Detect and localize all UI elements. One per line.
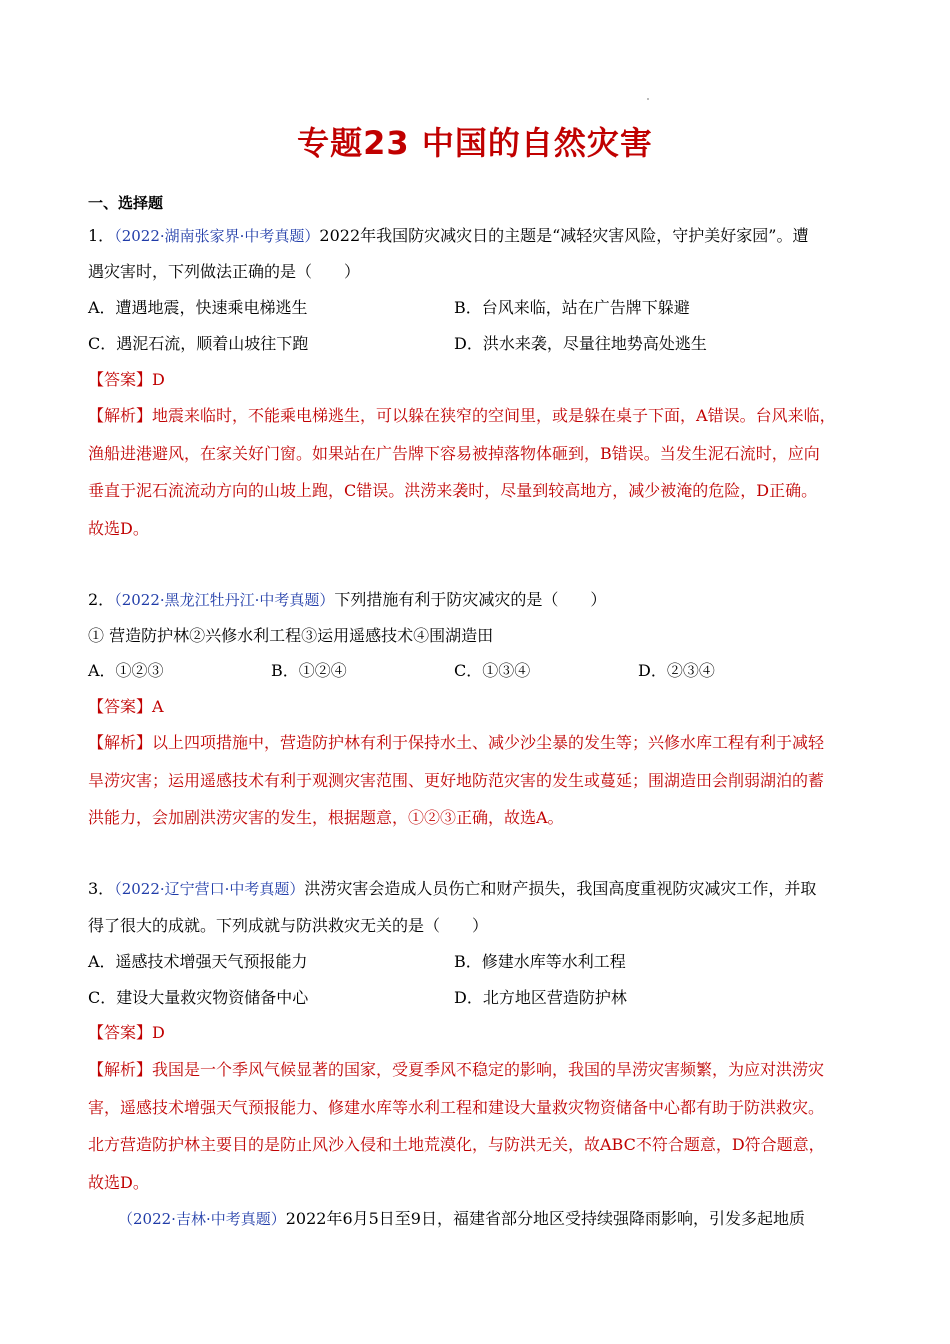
q2-option-c: C．①③④ [454, 661, 531, 680]
q1-analysis-text-1: 地震来临时，不能乘电梯逃生，可以躲在狭窄的空间里，或是躲在桌子下面，A错误。台风来临， [152, 406, 836, 425]
q2-stem-line-1 [88, 590, 606, 610]
q1-stem-line-1 [88, 226, 809, 246]
q2-option-a: A．①②③ [88, 661, 164, 680]
q1-option-d: D．洪水来袭，尽量往地势高处逃生 [454, 334, 707, 353]
q3-option-d: D．北方地区营造防护林 [454, 988, 627, 1007]
q2-option-b: B．①②④ [271, 661, 347, 680]
q1-option-b: B．台风来临，站在广告牌下躲避 [454, 298, 690, 317]
q1-analysis-line-2: 渔船进港避风，在家关好门窗。如果站在广告牌下容易被掉落物体砸到，B错误。当发生泥石流时，应向 [88, 444, 820, 463]
q1-stem-text-1: 2022年我国防灾减灾日的主题是“减轻灾害风险，守护美好家园”。遭 [319, 226, 809, 245]
q1-option-c: C．遇泥石流，顺着山坡往下跑 [88, 334, 309, 353]
q3-analysis-text-1: 我国是一个季风气候显著的国家，受夏季风不稳定的影响，我国的旱涝灾害频繁，为应对洪涝灾 [152, 1060, 825, 1079]
q1-answer: 【答案】D [88, 370, 165, 389]
q4-stem-line-1 [118, 1209, 805, 1229]
q4-source: （2022·吉林·中考真题） [118, 1210, 286, 1228]
q2-stem-line-2: ① 营造防护林②兴修水利工程③运用遥感技术④围湖造田 [88, 626, 494, 645]
q2-answer: 【答案】A [88, 697, 164, 716]
section-heading: 一、选择题 [88, 194, 164, 212]
stray-mark [647, 98, 649, 100]
q2-number: 2． [88, 590, 115, 609]
q3-analysis-tag: 【解析】 [88, 1060, 153, 1079]
q2-analysis-text-1: 以上四项措施中，营造防护林有利于保持水土、减少沙尘暴的发生等；兴修水库工程有利于减轻 [152, 733, 825, 752]
q2-option-d: D．②③④ [638, 661, 715, 680]
q1-number: 1． [88, 226, 115, 245]
q3-analysis-line-4: 故选D。 [88, 1173, 149, 1192]
q3-analysis-line-2: 害，遥感技术增强天气预报能力、修建水库等水利工程和建设大量救灾物资储备中心都有助于防洪救灾。 [88, 1098, 825, 1117]
q3-analysis-line-3: 北方营造防护林主要目的是防止风沙入侵和土地荒漠化，与防洪无关，故ABC不符合题意，D符合题意， [88, 1135, 825, 1154]
q2-analysis-line-2: 旱涝灾害；运用遥感技术有利于观测灾害范围、更好地防范灾害的发生或蔓延；围湖造田会削弱湖泊的蓄 [88, 771, 825, 790]
q2-source: （2022·黑龙江牡丹江·中考真题） [114, 591, 335, 609]
q3-option-a: A．遥感技术增强天气预报能力 [88, 952, 308, 971]
q1-stem-line-2: 遇灾害时，下列做法正确的是（ ） [88, 262, 361, 281]
q3-option-b: B．修建水库等水利工程 [454, 952, 626, 971]
q3-stem-line-2: 得了很大的成就。下列成就与防洪救灾无关的是（ ） [88, 916, 489, 935]
q1-analysis-line-4: 故选D。 [88, 519, 149, 538]
q2-stem-text-1: 下列措施有利于防灾减灾的是（ ） [334, 590, 607, 609]
q3-stem-line-1 [88, 879, 816, 899]
q2-analysis-line-1 [88, 733, 824, 753]
q3-answer: 【答案】D [88, 1023, 165, 1042]
page-title: 专题23 中国的自然灾害 [297, 124, 653, 162]
q3-stem-text-1: 洪涝灾害会造成人员伤亡和财产损失，我国高度重视防灾减灾工作，并取 [304, 879, 817, 898]
q2-analysis-tag: 【解析】 [88, 733, 153, 752]
q1-analysis-line-1 [88, 406, 836, 426]
q3-analysis-line-1 [88, 1060, 824, 1080]
q1-analysis-tag: 【解析】 [88, 406, 153, 425]
q4-stem-text-1: 2022年6月5日至9日，福建省部分地区受持续强降雨影响，引发多起地质 [285, 1209, 805, 1228]
q3-number: 3． [88, 879, 115, 898]
q1-source: （2022·湖南张家界·中考真题） [114, 227, 320, 245]
q1-analysis-line-3: 垂直于泥石流流动方向的山坡上跑，C错误。洪涝来袭时，尽量到较高地方，减少被淹的危险，D正确。 [88, 481, 818, 500]
q2-analysis-line-3: 洪能力，会加剧洪涝灾害的发生，根据题意，①②③正确，故选A。 [88, 808, 564, 827]
q1-option-a: A．遭遇地震，快速乘电梯逃生 [88, 298, 308, 317]
q3-source: （2022·辽宁营口·中考真题） [114, 880, 305, 898]
q3-option-c: C．建设大量救灾物资储备中心 [88, 988, 309, 1007]
